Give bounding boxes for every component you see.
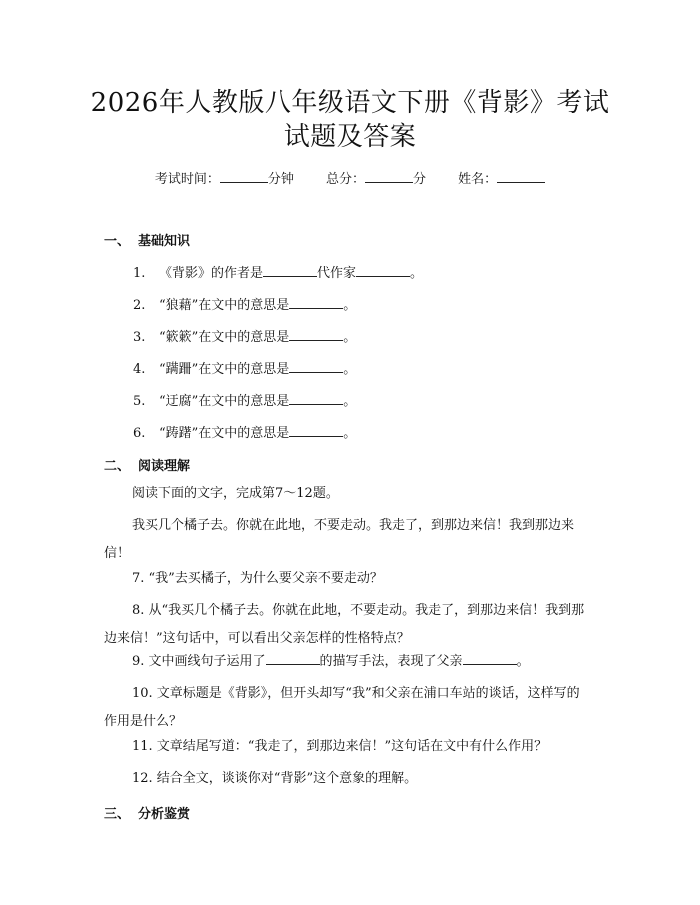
- answer-blank[interactable]: [463, 653, 517, 665]
- exam-time-field: [155, 172, 298, 187]
- question-4: 4. “蹒跚”在文中的意思是 。: [133, 362, 357, 377]
- time-label: 考试时间：: [154, 172, 220, 187]
- answer-blank[interactable]: [289, 393, 343, 405]
- page-title-line2: 试题及答案: [283, 122, 417, 152]
- reading-passage: 我买几个橘子去。你就在此地，不要走动。我走了，到那边来信！我到那边来信！: [104, 518, 575, 561]
- question-7: 7. “我”去买橘子，为什么要父亲不要走动？: [132, 571, 383, 586]
- name-blank[interactable]: [497, 171, 545, 183]
- score-unit: 分: [413, 172, 427, 187]
- answer-blank[interactable]: [289, 297, 343, 309]
- answer-blank[interactable]: [263, 265, 317, 277]
- question-8: 8. 从“我买几个橘子去。你就在此地，不要走动。我走了，到那边来信！我到那边来信！”这句话中，可以看出父亲怎样的性格特点？: [104, 603, 585, 646]
- page-title-line1: 2026年人教版八年级语文下册《背影》考试: [90, 88, 610, 118]
- name-label: 姓名：: [458, 172, 498, 187]
- time-blank[interactable]: [220, 171, 268, 183]
- score-blank[interactable]: [365, 171, 413, 183]
- question-10: 10. 文章标题是《背影》，但开头却写“我”和父亲在浦口车站的谈话，这样写的作用是什么？: [104, 686, 580, 729]
- score-label: 总分：: [325, 172, 365, 187]
- question-3: 3. “簌簌”在文中的意思是 。: [133, 330, 357, 345]
- exam-meta: [0, 168, 700, 187]
- answer-blank[interactable]: [289, 329, 343, 341]
- section-heading-basic: 一、 基础知识: [104, 234, 191, 249]
- question-9: 9. 文中画线句子运用了 的描写手法，表现了父亲 。: [132, 654, 530, 669]
- answer-blank[interactable]: [356, 265, 410, 277]
- question-5: 5. “迂腐”在文中的意思是 。: [133, 394, 357, 409]
- section-heading-reading: 二、 阅读理解: [104, 459, 191, 474]
- question-2: 2. “狼藉”在文中的意思是 。: [133, 298, 357, 313]
- section-heading-analysis: 三、 分析鉴赏: [104, 807, 191, 822]
- answer-blank[interactable]: [266, 653, 320, 665]
- question-6: 6. “踌躇”在文中的意思是 。: [133, 426, 357, 441]
- question-11: 11. 文章结尾写道：“我走了，到那边来信！”这句话在文中有什么作用？: [132, 739, 548, 754]
- name-field: [458, 172, 545, 187]
- time-unit: 分钟: [267, 172, 294, 187]
- reading-intro: 阅读下面的文字，完成第7～12题。: [132, 486, 339, 501]
- question-12: 12. 结合全文，谈谈你对“背影”这个意象的理解。: [132, 771, 418, 786]
- question-1: 1. 《背影》的作者是 代作家 。: [133, 266, 424, 281]
- answer-blank[interactable]: [289, 361, 343, 373]
- total-score-field: [326, 172, 430, 187]
- answer-blank[interactable]: [289, 425, 343, 437]
